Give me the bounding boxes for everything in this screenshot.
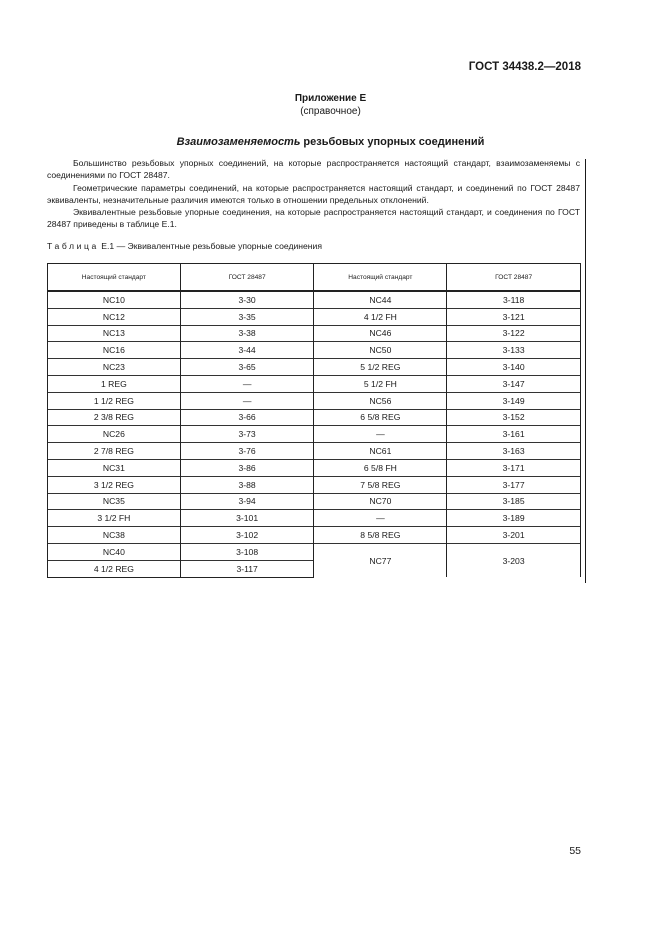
table-cell: 2 3/8 REG [48, 409, 181, 426]
table-cell: 4 1/2 FH [314, 308, 447, 325]
table-cell: 7 5/8 REG [314, 476, 447, 493]
table-row [48, 409, 581, 426]
table-row [48, 493, 581, 510]
table-cell: NC16 [48, 342, 181, 359]
table-cell: 3-44 [180, 342, 314, 359]
table-cell: NC13 [48, 325, 181, 342]
table-cell: — [314, 510, 447, 527]
table-cell: 3-108 [180, 543, 314, 560]
table-cell: 3-161 [447, 426, 581, 443]
column-header: Настоящий стандарт [314, 264, 447, 292]
table-row [48, 459, 581, 476]
table-row [48, 527, 581, 544]
table-cell: 2 7/8 REG [48, 443, 181, 460]
table-row [48, 375, 581, 392]
table-cell: 4 1/2 REG [48, 560, 181, 577]
table-row [48, 443, 581, 460]
table-cell: 3-102 [180, 527, 314, 544]
paragraph: Эквивалентные резьбовые упорные соединения, на которые распространяется настоящий стандарт, и соединения по ГОСТ 28487 приведены в таблице Е.1. [47, 207, 580, 230]
table-cell: 3-152 [447, 409, 581, 426]
table-row [48, 342, 581, 359]
table-cell: 6 5/8 REG [314, 409, 447, 426]
table-cell: 3-185 [447, 493, 581, 510]
table-cell: 3-133 [447, 342, 581, 359]
table-row [48, 359, 581, 376]
paragraph: Большинство резьбовых упорных соединений, на которые распространяется настоящий стандарт, взаимозаменяемы с соединениями по ГОСТ 28487. [47, 158, 580, 181]
table-row [48, 325, 581, 342]
table-cell: 3-73 [180, 426, 314, 443]
table-caption [47, 241, 322, 251]
table-cell: NC50 [314, 342, 447, 359]
section-title-italic: Взаимозаменяемость [176, 136, 301, 148]
table-cell: 3 1/2 FH [48, 510, 181, 527]
table-cell: NC10 [48, 291, 181, 308]
table-cell: 5 1/2 REG [314, 359, 447, 376]
table-cell: NC46 [314, 325, 447, 342]
table-cell: NC77 [314, 543, 447, 577]
column-header: ГОСТ 28487 [180, 264, 314, 292]
table-cell: NC31 [48, 459, 181, 476]
table-cell: 3-177 [447, 476, 581, 493]
table-cell: NC38 [48, 527, 181, 544]
table-caption-text: Е.1 — Эквивалентные резьбовые упорные соединения [98, 241, 322, 251]
table-cell: 3-171 [447, 459, 581, 476]
table-cell: NC26 [48, 426, 181, 443]
table-cell: 1 1/2 REG [48, 392, 181, 409]
table-cell: 1 REG [48, 375, 181, 392]
table-cell: 3-101 [180, 510, 314, 527]
table-row [48, 543, 581, 560]
table-cell: 3-121 [447, 308, 581, 325]
revision-bar [585, 159, 586, 583]
table-cell: — [180, 375, 314, 392]
table-cell: NC70 [314, 493, 447, 510]
body-text [47, 157, 580, 231]
table-cell: NC56 [314, 392, 447, 409]
table-row [48, 510, 581, 527]
table-cell: NC40 [48, 543, 181, 560]
table-cell: 3 1/2 REG [48, 476, 181, 493]
table-cell: 3-122 [447, 325, 581, 342]
table-cell: NC35 [48, 493, 181, 510]
table-cell: 3-189 [447, 510, 581, 527]
appendix-subtitle: (справочное) [300, 106, 361, 117]
table-cell: 3-65 [180, 359, 314, 376]
table-cell: 3-66 [180, 409, 314, 426]
table-header-row [48, 264, 581, 292]
table-row [48, 291, 581, 308]
table-cell: NC12 [48, 308, 181, 325]
table-cell: 3-94 [180, 493, 314, 510]
table-cell: 3-86 [180, 459, 314, 476]
page-number: 55 [569, 845, 581, 857]
section-title-rest: резьбовых упорных соединений [300, 136, 485, 148]
table-cell: 5 1/2 FH [314, 375, 447, 392]
table-cell: NC61 [314, 443, 447, 460]
table-cell: 3-76 [180, 443, 314, 460]
table-cell: 3-30 [180, 291, 314, 308]
table-row [48, 476, 581, 493]
table-body [48, 291, 581, 577]
table-cell: 3-203 [447, 543, 581, 577]
section-title [0, 136, 661, 148]
appendix-title: Приложение Е [294, 93, 367, 104]
table-row [48, 392, 581, 409]
paragraph: Геометрические параметры соединений, на которые распространяется настоящий стандарт, и соединений по ГОСТ 28487 эквиваленты, незначительные различия имеются только в отношении предельных отклонений. [47, 182, 580, 205]
standard-code: ГОСТ 34438.2—2018 [468, 61, 581, 73]
table-cell: 3-163 [447, 443, 581, 460]
table-cell: NC23 [48, 359, 181, 376]
column-header: ГОСТ 28487 [447, 264, 581, 292]
table-cell: 3-117 [180, 560, 314, 577]
column-header: Настоящий стандарт [48, 264, 181, 292]
table-cell: 8 5/8 REG [314, 527, 447, 544]
table-cell: — [314, 426, 447, 443]
table-cell: 3-118 [447, 291, 581, 308]
table-cell: 3-88 [180, 476, 314, 493]
table-cell: 3-38 [180, 325, 314, 342]
table-cell: NC44 [314, 291, 447, 308]
table-cell: 6 5/8 FH [314, 459, 447, 476]
equivalence-table [47, 263, 581, 578]
table-row [48, 426, 581, 443]
table-caption-label: Таблица [47, 241, 99, 251]
table-cell: — [180, 392, 314, 409]
table-cell: 3-35 [180, 308, 314, 325]
table-cell: 3-147 [447, 375, 581, 392]
table-cell: 3-149 [447, 392, 581, 409]
table-cell: 3-201 [447, 527, 581, 544]
table-cell: 3-140 [447, 359, 581, 376]
table-row [48, 308, 581, 325]
